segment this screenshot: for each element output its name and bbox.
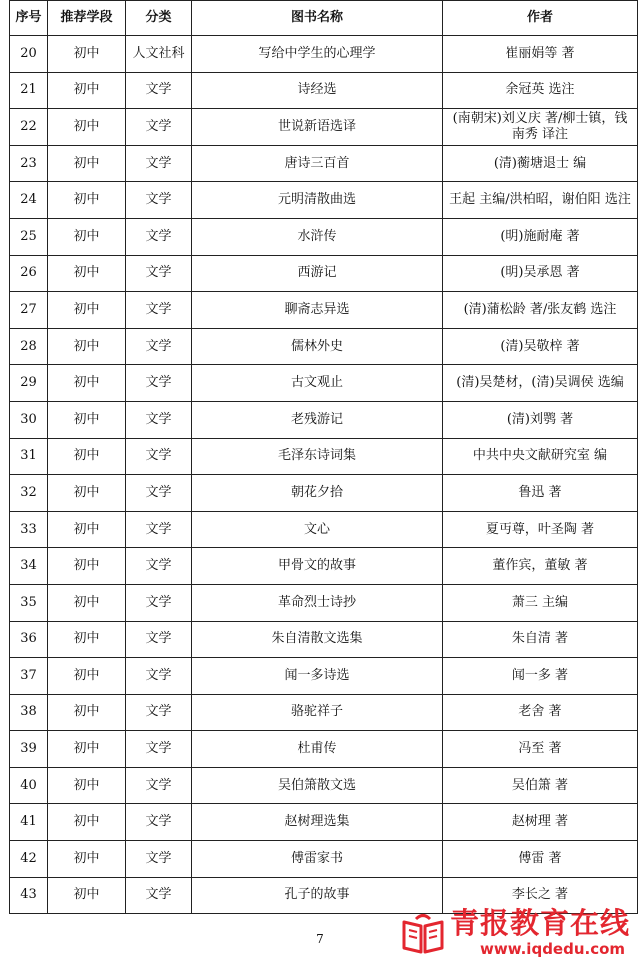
cell-title: 古文观止: [192, 365, 443, 402]
header-number: 序号: [10, 1, 48, 36]
table-row: [10, 841, 638, 878]
cell-stage: 初中: [48, 328, 126, 365]
cell-author: (清)蘅塘退士 编: [443, 145, 638, 182]
table-row: [10, 182, 638, 219]
cell-author: 萧三 主编: [443, 584, 638, 621]
open-book-icon: [400, 910, 446, 956]
cell-stage: 初中: [48, 584, 126, 621]
cell-number: 21: [10, 72, 48, 109]
cell-number: 25: [10, 218, 48, 255]
cell-stage: 初中: [48, 694, 126, 731]
cell-category: 文学: [126, 438, 192, 475]
cell-category: 文学: [126, 145, 192, 182]
cell-category: 文学: [126, 292, 192, 329]
cell-author: 傅雷 著: [443, 841, 638, 878]
cell-title: 文心: [192, 511, 443, 548]
cell-number: 22: [10, 109, 48, 146]
cell-number: 26: [10, 255, 48, 292]
cell-category: 文学: [126, 328, 192, 365]
table-header-row: [10, 1, 638, 36]
cell-title: 骆驼祥子: [192, 694, 443, 731]
cell-stage: 初中: [48, 804, 126, 841]
cell-title: 写给中学生的心理学: [192, 36, 443, 73]
table-row: [10, 731, 638, 768]
cell-category: 文学: [126, 109, 192, 146]
cell-category: 文学: [126, 694, 192, 731]
cell-author: (清)刘鹗 著: [443, 401, 638, 438]
cell-author: 赵树理 著: [443, 804, 638, 841]
cell-author: (明)吴承恩 著: [443, 255, 638, 292]
table-row: [10, 694, 638, 731]
table-row: [10, 658, 638, 695]
cell-stage: 初中: [48, 475, 126, 512]
cell-number: 37: [10, 658, 48, 695]
cell-author: 夏丏尊，叶圣陶 著: [443, 511, 638, 548]
cell-number: 36: [10, 621, 48, 658]
header-author: 作者: [443, 1, 638, 36]
cell-author: (明)施耐庵 著: [443, 218, 638, 255]
cell-category: 文学: [126, 877, 192, 914]
cell-author: (清)吴楚材，(清)吴调侯 选编: [443, 365, 638, 402]
cell-category: 文学: [126, 255, 192, 292]
cell-author: 余冠英 选注: [443, 72, 638, 109]
cell-stage: 初中: [48, 255, 126, 292]
watermark-brand: 青报教育在线: [450, 906, 631, 940]
cell-title: 诗经选: [192, 72, 443, 109]
cell-category: 文学: [126, 72, 192, 109]
header-category: 分类: [126, 1, 192, 36]
cell-title: 朝花夕拾: [192, 475, 443, 512]
cell-title: 聊斋志异选: [192, 292, 443, 329]
cell-category: 人文社科: [126, 36, 192, 73]
cell-author: 王起 主编/洪柏昭，谢伯阳 选注: [443, 182, 638, 219]
cell-category: 文学: [126, 365, 192, 402]
cell-author: 朱自清 著: [443, 621, 638, 658]
cell-title: 吴伯箫散文选: [192, 767, 443, 804]
table-row: [10, 401, 638, 438]
cell-stage: 初中: [48, 365, 126, 402]
cell-number: 38: [10, 694, 48, 731]
cell-number: 43: [10, 877, 48, 914]
cell-number: 30: [10, 401, 48, 438]
table-row: [10, 548, 638, 585]
cell-title: 革命烈士诗抄: [192, 584, 443, 621]
cell-stage: 初中: [48, 401, 126, 438]
cell-title: 老残游记: [192, 401, 443, 438]
cell-stage: 初中: [48, 36, 126, 73]
cell-title: 孔子的故事: [192, 877, 443, 914]
cell-number: 32: [10, 475, 48, 512]
table-row: [10, 475, 638, 512]
cell-category: 文学: [126, 621, 192, 658]
watermark-url: www.iqdedu.com: [480, 940, 626, 958]
cell-stage: 初中: [48, 658, 126, 695]
cell-author: 鲁迅 著: [443, 475, 638, 512]
cell-stage: 初中: [48, 182, 126, 219]
cell-author: (清)吴敬梓 著: [443, 328, 638, 365]
cell-author: 冯至 著: [443, 731, 638, 768]
header-stage: 推荐学段: [48, 1, 126, 36]
cell-category: 文学: [126, 731, 192, 768]
cell-stage: 初中: [48, 511, 126, 548]
cell-category: 文学: [126, 658, 192, 695]
table-row: [10, 767, 638, 804]
cell-title: 朱自清散文选集: [192, 621, 443, 658]
table-row: [10, 255, 638, 292]
cell-title: 赵树理选集: [192, 804, 443, 841]
cell-title: 水浒传: [192, 218, 443, 255]
cell-number: 33: [10, 511, 48, 548]
cell-category: 文学: [126, 182, 192, 219]
cell-stage: 初中: [48, 621, 126, 658]
cell-author: 崔丽娟等 著: [443, 36, 638, 73]
page-number: 7: [316, 932, 324, 946]
cell-category: 文学: [126, 584, 192, 621]
cell-stage: 初中: [48, 877, 126, 914]
cell-stage: 初中: [48, 292, 126, 329]
cell-title: 西游记: [192, 255, 443, 292]
cell-title: 甲骨文的故事: [192, 548, 443, 585]
cell-stage: 初中: [48, 72, 126, 109]
cell-category: 文学: [126, 511, 192, 548]
cell-title: 唐诗三百首: [192, 145, 443, 182]
table-row: [10, 584, 638, 621]
cell-number: 20: [10, 36, 48, 73]
cell-number: 29: [10, 365, 48, 402]
table-row: [10, 438, 638, 475]
cell-title: 元明清散曲选: [192, 182, 443, 219]
cell-category: 文学: [126, 548, 192, 585]
table-row: [10, 511, 638, 548]
cell-title: 闻一多诗选: [192, 658, 443, 695]
cell-category: 文学: [126, 841, 192, 878]
cell-stage: 初中: [48, 145, 126, 182]
cell-author: (清)蒲松龄 著/张友鹤 选注: [443, 292, 638, 329]
table-row: [10, 109, 638, 146]
cell-author: 老舍 著: [443, 694, 638, 731]
cell-category: 文学: [126, 767, 192, 804]
cell-author: 吴伯箫 著: [443, 767, 638, 804]
cell-title: 杜甫传: [192, 731, 443, 768]
cell-category: 文学: [126, 804, 192, 841]
cell-stage: 初中: [48, 109, 126, 146]
book-list-table: [9, 0, 638, 914]
cell-stage: 初中: [48, 218, 126, 255]
cell-stage: 初中: [48, 841, 126, 878]
table-row: [10, 145, 638, 182]
header-title: 图书名称: [192, 1, 443, 36]
cell-stage: 初中: [48, 767, 126, 804]
cell-stage: 初中: [48, 731, 126, 768]
table-row: [10, 328, 638, 365]
cell-stage: 初中: [48, 548, 126, 585]
cell-category: 文学: [126, 475, 192, 512]
cell-number: 23: [10, 145, 48, 182]
cell-author: 闻一多 著: [443, 658, 638, 695]
cell-author: (南朝宋)刘义庆 著/柳士镇，钱南秀 译注: [443, 109, 638, 146]
table-row: [10, 72, 638, 109]
cell-number: 34: [10, 548, 48, 585]
table-row: [10, 365, 638, 402]
cell-title: 毛泽东诗词集: [192, 438, 443, 475]
cell-author: 中共中央文献研究室 编: [443, 438, 638, 475]
cell-number: 27: [10, 292, 48, 329]
cell-category: 文学: [126, 401, 192, 438]
table-row: [10, 36, 638, 73]
table-row: [10, 292, 638, 329]
cell-number: 35: [10, 584, 48, 621]
cell-category: 文学: [126, 218, 192, 255]
cell-number: 40: [10, 767, 48, 804]
table-row: [10, 218, 638, 255]
cell-number: 39: [10, 731, 48, 768]
cell-number: 31: [10, 438, 48, 475]
table-row: [10, 804, 638, 841]
cell-number: 42: [10, 841, 48, 878]
cell-title: 世说新语选译: [192, 109, 443, 146]
cell-author: 董作宾，董敏 著: [443, 548, 638, 585]
cell-author: 李长之 著: [443, 877, 638, 914]
watermark-logo: [400, 906, 636, 960]
cell-number: 41: [10, 804, 48, 841]
cell-number: 24: [10, 182, 48, 219]
table-row: [10, 621, 638, 658]
cell-title: 儒林外史: [192, 328, 443, 365]
cell-stage: 初中: [48, 438, 126, 475]
cell-title: 傅雷家书: [192, 841, 443, 878]
cell-number: 28: [10, 328, 48, 365]
